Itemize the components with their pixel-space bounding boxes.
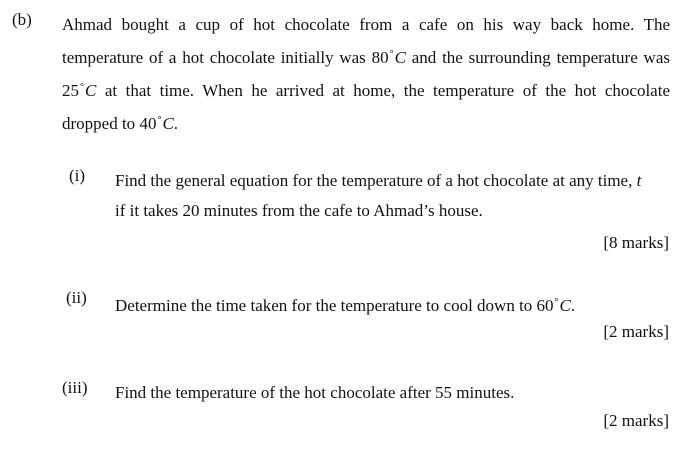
- question-iii-text: [115, 378, 670, 408]
- time-variable: t: [636, 171, 642, 190]
- temperature-value: 25: [62, 81, 79, 100]
- arrival-temperature: [139, 114, 173, 133]
- temperature-unit: C: [162, 114, 174, 133]
- question-i-text: [115, 166, 670, 226]
- question-i-line-1: [115, 166, 670, 196]
- temperature-value: 60: [536, 296, 554, 315]
- statement-text: .: [173, 114, 179, 133]
- statement-text: and the surrounding temperature was: [405, 48, 670, 67]
- question-ii-line-1: [115, 288, 670, 321]
- statement-line-1: [62, 10, 670, 40]
- degree-symbol: °: [389, 49, 394, 60]
- surrounding-temperature: [62, 81, 96, 100]
- degree-symbol: °: [80, 82, 84, 93]
- statement-line-2: [62, 40, 670, 73]
- temperature-unit: C: [85, 81, 97, 100]
- question-ii-text: [115, 288, 670, 321]
- temperature-value: 40: [139, 114, 157, 133]
- question-iii-label: (iii): [62, 378, 88, 397]
- temperature-value: 80: [371, 48, 389, 67]
- question-i-marks: [8 marks]: [603, 233, 669, 252]
- statement-line-4: [62, 106, 670, 139]
- part-label: (b): [12, 10, 32, 29]
- statement-text: temperature of a hot chocolate initially was: [62, 48, 372, 67]
- question-iii-line-1: Find the temperature of the hot chocolate after 55 minutes.: [115, 383, 515, 402]
- target-temperature: [537, 296, 571, 315]
- question-text: .: [570, 296, 576, 315]
- question-iii-marks: [2 marks]: [603, 411, 669, 430]
- question-ii-label: (ii): [66, 288, 87, 307]
- question-text: Determine the time taken for the temperature to cool down to: [115, 296, 537, 315]
- statement-text: dropped to: [62, 114, 140, 133]
- statement-text: Ahmad bought a cup of hot chocolate from a cafe on his way back home. The: [62, 15, 670, 34]
- question-i-line-2: if it takes 20 minutes from the cafe to Ahmad’s house.: [115, 201, 483, 220]
- statement-line-3: [62, 73, 670, 106]
- statement-text: at that time. When he arrived at home, the temperature of the hot chocolate: [96, 81, 670, 100]
- problem-statement: [62, 10, 670, 139]
- question-text: Find the general equation for the temperature of a hot chocolate at any time,: [115, 171, 637, 190]
- question-ii-marks: [2 marks]: [603, 322, 669, 341]
- initial-temperature: [372, 48, 406, 67]
- temperature-unit: C: [394, 48, 406, 67]
- question-i-label: (i): [69, 166, 86, 185]
- temperature-unit: C: [559, 296, 571, 315]
- degree-symbol: °: [554, 297, 559, 308]
- degree-symbol: °: [157, 115, 162, 126]
